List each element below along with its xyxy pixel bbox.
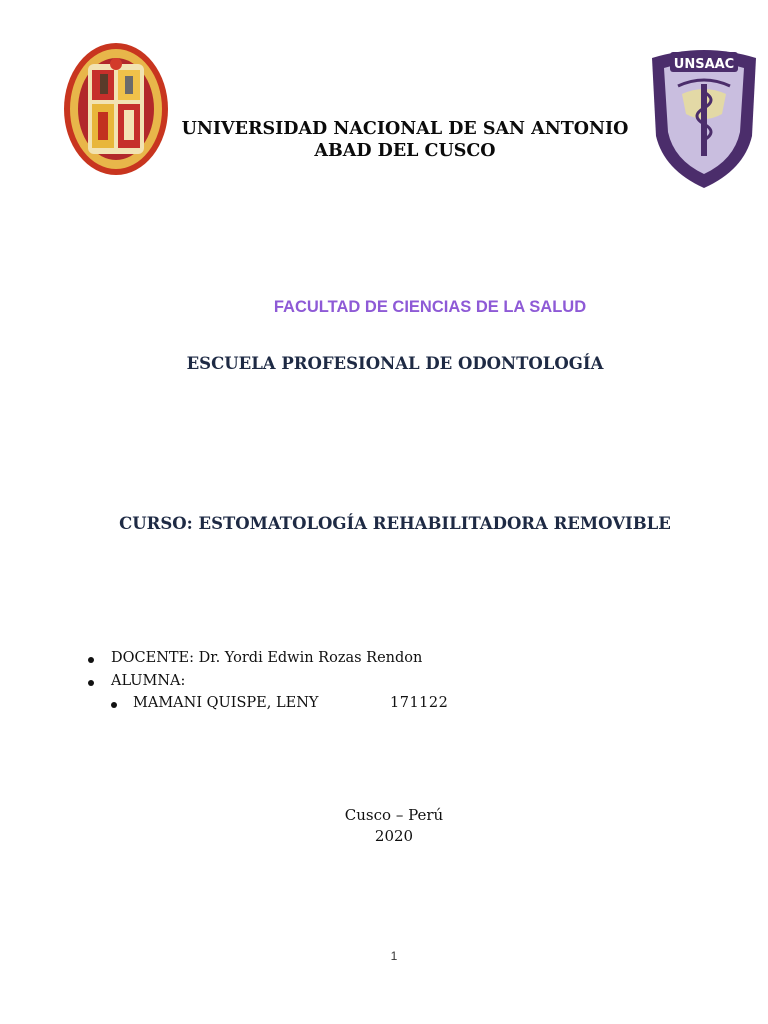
year: 2020 [374, 827, 414, 845]
dentistry-shield-logo [648, 44, 760, 190]
svg-text:UNSAAC: UNSAAC [673, 57, 735, 72]
university-name-line1: UNIVERSIDAD NACIONAL DE SAN ANTONIO [181, 119, 629, 139]
bullet-icon [88, 657, 94, 663]
bullet-icon [111, 702, 117, 708]
docente-line: DOCENTE: Dr. Yordi Edwin Rozas Rendon [111, 650, 423, 666]
city-country: Cusco – Perú [344, 806, 444, 824]
student-name: MAMANI QUISPE, LENY [133, 695, 319, 711]
page-number: 1 [390, 949, 398, 963]
university-name-line2: ABAD DEL CUSCO [314, 141, 496, 161]
bullet-icon [88, 680, 94, 686]
alumna-label: ALUMNA: [111, 673, 186, 689]
faculty-title: FACULTAD DE CIENCIAS DE LA SALUD [273, 298, 587, 316]
student-code: 171122 [390, 695, 449, 711]
university-name [150, 118, 660, 162]
school-title: ESCUELA PROFESIONAL DE ODONTOLOGÍA [186, 354, 604, 373]
course-title: CURSO: ESTOMATOLOGÍA REHABILITADORA REMOVIBLE [119, 514, 671, 533]
